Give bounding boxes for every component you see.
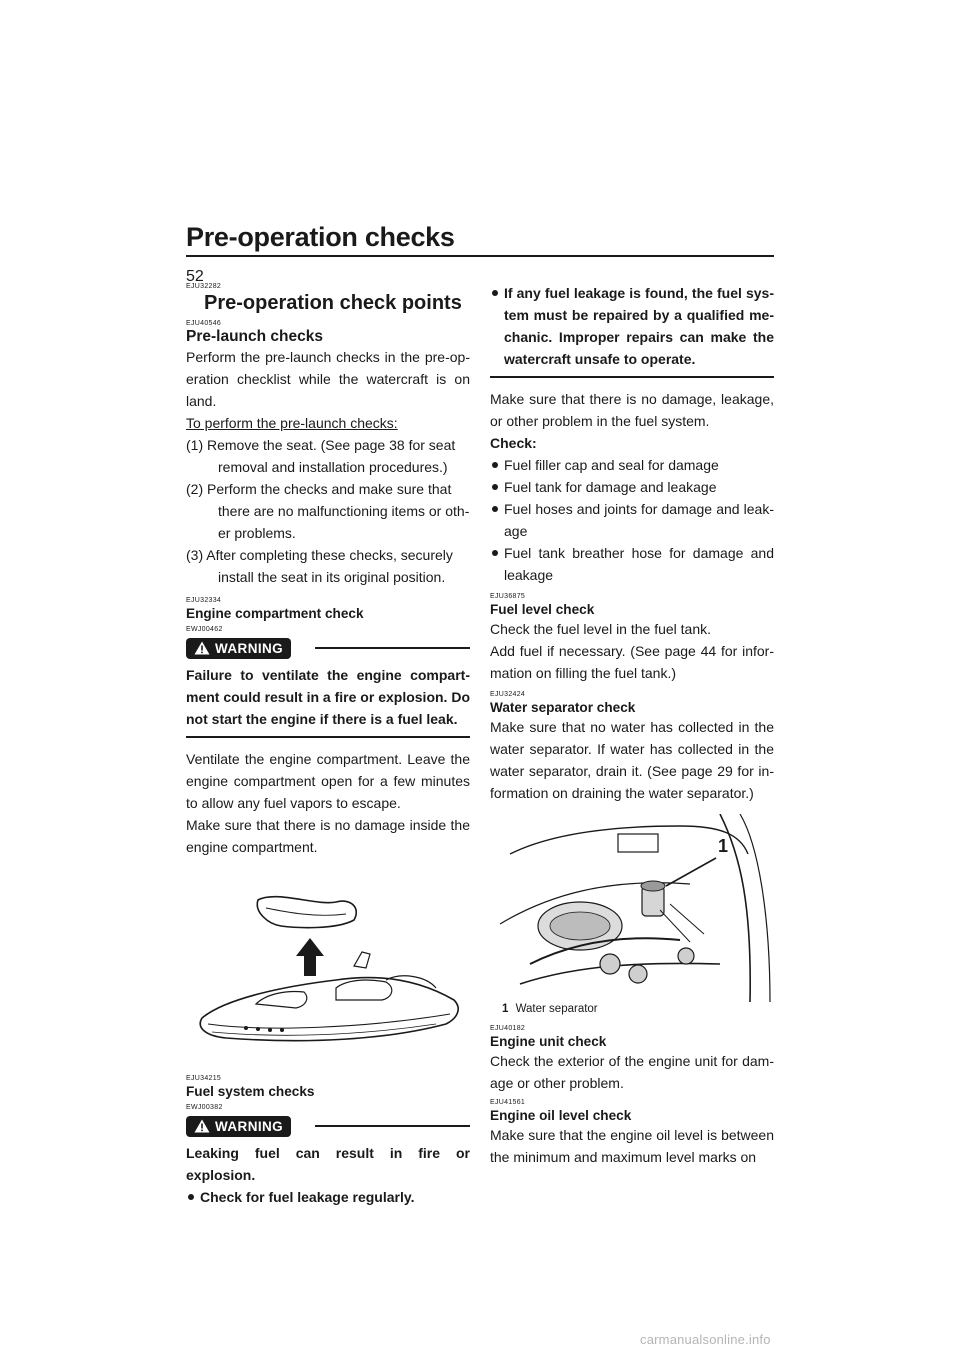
list-item: Fuel filler cap and seal for damage — [490, 454, 774, 476]
code-label: EJU40182 — [490, 1025, 526, 1032]
code-label: EJU34215 — [186, 1075, 222, 1082]
watercraft-illustration — [186, 868, 470, 1074]
code-label: EJU41561 — [490, 1099, 526, 1106]
warning-box — [186, 664, 470, 730]
warning-box — [186, 1142, 470, 1208]
prelaunch-intro: Perform the pre-launch checks in the pre-op-eration checklist while the watercraft is on land. — [186, 349, 470, 409]
list-item: If any fuel leakage is found, the fuel sys-tem must be repaired by a qualified me-chanic. Improper repairs can make the watercraft unsafe to operate. — [490, 282, 774, 370]
engine-oil-text: Make sure that the engine oil level is between the minimum and maximum level marks on — [490, 1127, 774, 1165]
list-item: Check for fuel leakage regularly. — [186, 1186, 470, 1208]
warning-end-rule — [490, 376, 774, 378]
code-label: EWJ00462 — [186, 626, 223, 633]
fuel-level-title: Fuel level check — [490, 602, 595, 617]
list-item: Fuel tank for damage and leakage — [490, 476, 774, 498]
code-label: EJU32424 — [490, 691, 526, 698]
fuel-level-text: Check the fuel level in the fuel tank. — [490, 621, 712, 637]
warning-label: WARNING — [215, 1118, 284, 1134]
warning-text: Failure to ventilate the engine compart-ment could result in a fire or explosion. Do not start the engine if there is a fuel leak. — [186, 667, 470, 727]
water-separator-title: Water separator check — [490, 700, 636, 715]
site-watermark: carmanualsonline.info — [640, 1332, 771, 1347]
left-column — [186, 282, 470, 1208]
code-label: EWJ00382 — [186, 1104, 223, 1111]
list-item: Fuel hoses and joints for damage and leak-age — [490, 498, 774, 542]
section-title: Pre-operation check points — [204, 292, 462, 314]
warning-header — [186, 1114, 470, 1138]
check-list — [490, 454, 774, 586]
warning-icon — [194, 1119, 210, 1133]
water-separator-photo — [490, 814, 774, 1002]
warning-text: Leaking fuel can result in fire or explosion. — [186, 1145, 470, 1183]
list-item: Fuel tank breather hose for damage and leakage — [490, 542, 774, 586]
warning-label: WARNING — [215, 640, 284, 656]
list-item: (1) Remove the seat. (See page 38 for seat removal and installation procedures.) — [186, 437, 456, 475]
engine-compartment-title: Engine compartment check — [186, 606, 364, 621]
warning-end-rule — [186, 736, 470, 738]
engine-unit-title: Engine unit check — [490, 1034, 607, 1049]
right-column — [490, 282, 774, 1168]
code-label: EJU32334 — [186, 597, 222, 604]
warning-rule — [315, 647, 470, 649]
warning-box — [490, 282, 774, 370]
code-label: EJU40546 — [186, 320, 222, 327]
warning-icon — [194, 641, 210, 655]
prelaunch-title: Pre-launch checks — [186, 328, 323, 345]
engine-oil-title: Engine oil level check — [490, 1108, 632, 1123]
list-item: (3) After completing these checks, securely install the seat in its original position. — [186, 547, 453, 585]
fuel-system-title: Fuel system checks — [186, 1084, 315, 1099]
caption-number: 1 — [502, 1003, 509, 1015]
code-label: EJU32282 — [186, 283, 222, 290]
warning-badge — [186, 1116, 291, 1137]
list-item: (2) Perform the checks and make sure that there are no malfunctioning items or oth-er problems. — [186, 481, 470, 541]
warning-header — [186, 636, 470, 660]
seat-removal-figure — [186, 868, 470, 1074]
code-label: EJU36875 — [490, 593, 526, 600]
title-rule — [186, 255, 774, 257]
prelaunch-howto: To perform the pre-launch checks: — [186, 415, 398, 431]
warning-bullets — [186, 1186, 470, 1208]
page-number: 52 — [186, 268, 204, 285]
water-separator-text: Make sure that no water has collected in the water separator. If water has collected in the water separator, drain it. (See page 29 for in-formation on draining the water separator.) — [490, 719, 774, 801]
warning-rule — [315, 1125, 470, 1127]
water-separator-figure — [490, 814, 774, 1020]
figure-caption — [502, 1002, 598, 1016]
fuel-damage-text: Make sure that there is no damage, leakage, or other problem in the fuel system. — [490, 391, 774, 429]
fuel-level-text: Add fuel if necessary. (See page 44 for infor-mation on filling the fuel tank.) — [490, 643, 774, 681]
caption-text: Water separator — [515, 1003, 598, 1015]
callout-number: 1 — [718, 836, 729, 856]
check-label: Check: — [490, 435, 537, 451]
warning-badge — [186, 638, 291, 659]
prelaunch-steps — [186, 434, 470, 588]
damage-text: Make sure that there is no damage inside the engine compartment. — [186, 817, 470, 855]
ventilate-text: Ventilate the engine compartment. Leave the engine compartment open for a few minutes to allow any fuel vapors to escape. — [186, 751, 470, 811]
page-title: Pre-operation checks — [186, 222, 455, 252]
engine-unit-text: Check the exterior of the engine unit for dam-age or other problem. — [490, 1053, 774, 1091]
warning-bullets — [490, 282, 774, 370]
